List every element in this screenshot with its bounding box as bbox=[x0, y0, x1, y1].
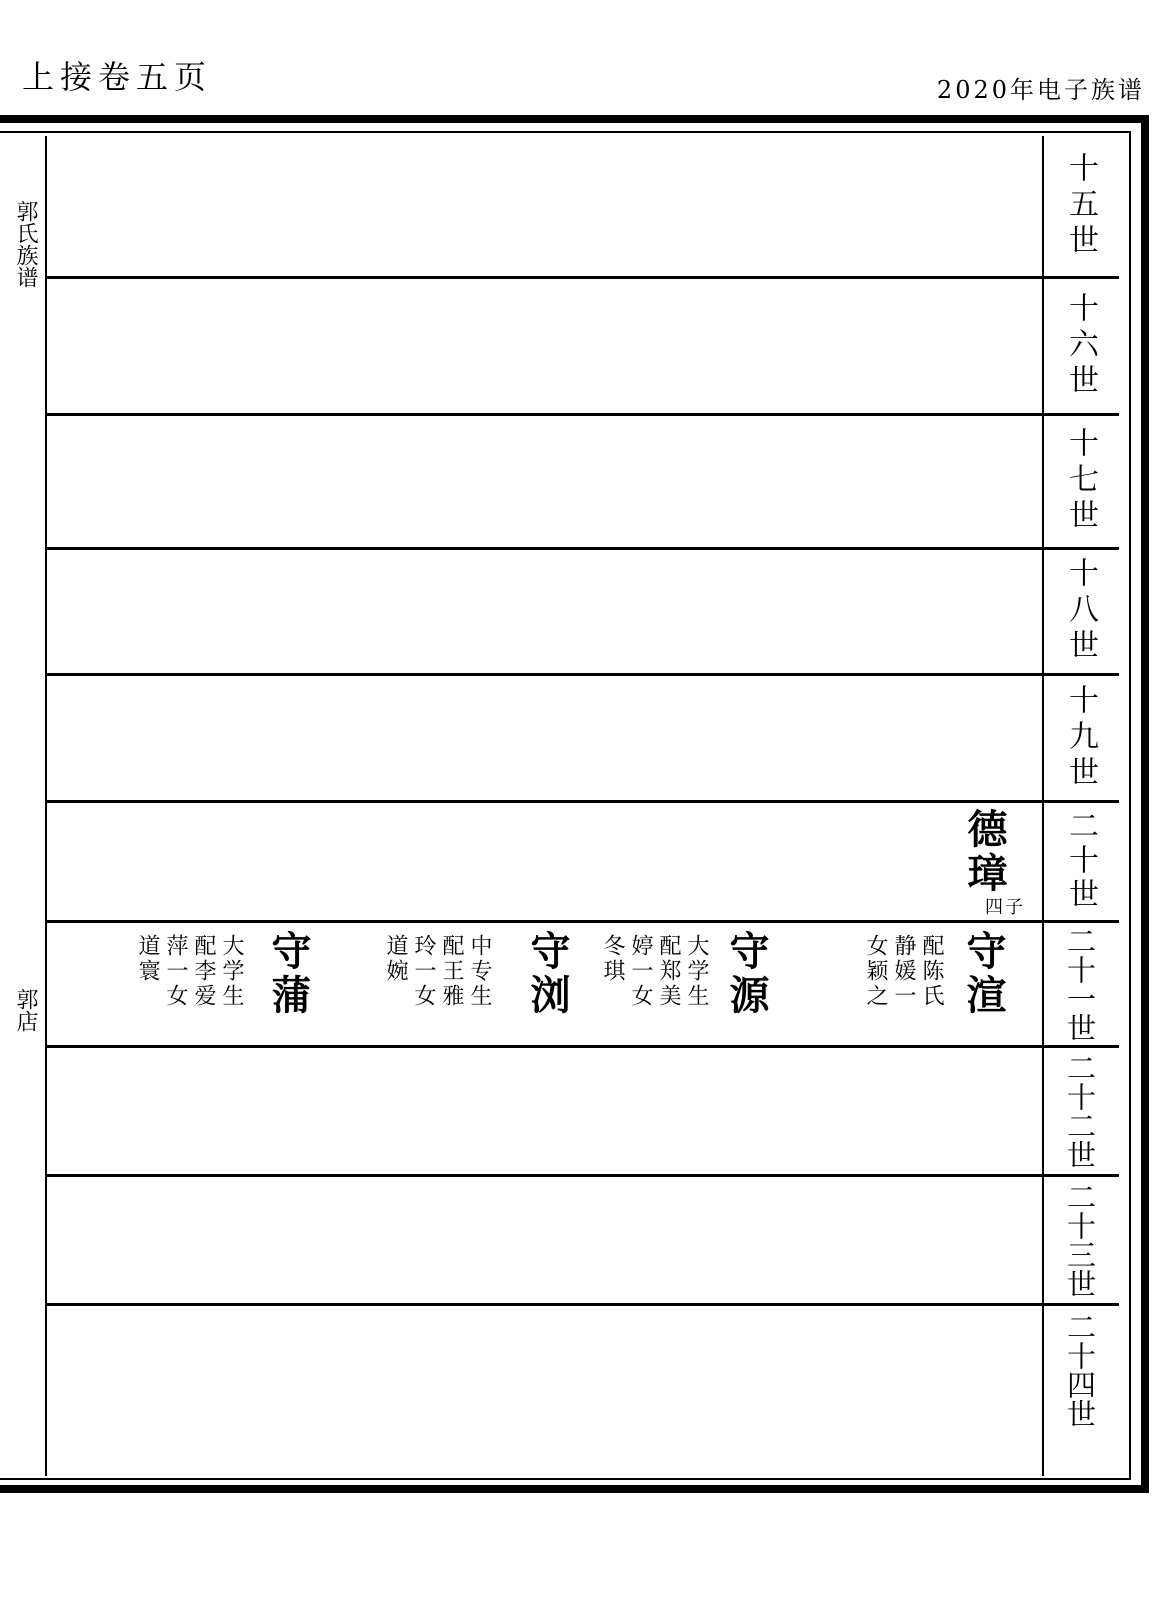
person-note: 玲一女 bbox=[411, 934, 436, 1009]
row-divider bbox=[45, 413, 1119, 416]
generation-label: 二十三世 bbox=[1063, 1181, 1097, 1298]
person-name: 守浏 bbox=[524, 930, 571, 1018]
generation-label: 十七世 bbox=[1063, 427, 1098, 535]
inner-border bbox=[0, 131, 1131, 1480]
person-note: 女颖之 bbox=[863, 934, 888, 1009]
person-note: 大学生 bbox=[684, 934, 709, 1009]
spine-place: 郭店 bbox=[13, 988, 38, 1032]
spine-divider bbox=[45, 136, 47, 1476]
generation-label: 十八世 bbox=[1063, 557, 1098, 665]
person-note: 配王雅 bbox=[439, 934, 464, 1009]
person-note: 婷一女 bbox=[628, 934, 653, 1009]
person-note: 配李爱 bbox=[191, 934, 216, 1009]
person-name: 守渲 bbox=[960, 930, 1007, 1018]
generation-label: 二十四世 bbox=[1063, 1311, 1097, 1428]
generation-label: 二十世 bbox=[1063, 810, 1098, 912]
spine-title: 郭氏族谱 bbox=[13, 200, 38, 288]
person-note: 静媛一 bbox=[891, 934, 916, 1009]
person-note: 配陈氏 bbox=[919, 934, 944, 1009]
person-name: 德璋 bbox=[961, 808, 1008, 896]
person-note: 道婉 bbox=[383, 934, 408, 984]
row-divider bbox=[45, 673, 1119, 676]
row-divider bbox=[45, 800, 1119, 803]
person-note: 中专生 bbox=[467, 934, 492, 1009]
row-divider bbox=[45, 276, 1119, 279]
row-divider bbox=[45, 1303, 1119, 1306]
row-divider bbox=[45, 920, 1119, 923]
generation-label: 十六世 bbox=[1063, 292, 1098, 400]
person-note: 萍一女 bbox=[163, 934, 188, 1009]
generation-label: 十九世 bbox=[1063, 683, 1098, 792]
row-divider bbox=[45, 1174, 1119, 1177]
person-note: 配郑美 bbox=[656, 934, 681, 1009]
person-name: 守蒲 bbox=[265, 930, 312, 1018]
continuation-note: 上接卷五页 bbox=[22, 58, 213, 96]
generation-label: 二十二世 bbox=[1063, 1052, 1097, 1169]
person-note: 道寰 bbox=[135, 934, 160, 984]
generation-label: 二十一世 bbox=[1063, 925, 1097, 1042]
generation-label: 十五世 bbox=[1063, 152, 1098, 260]
person-note: 大学生 bbox=[219, 934, 244, 1009]
person-name: 守源 bbox=[723, 930, 770, 1018]
document-title: 2020年电子族谱 bbox=[936, 76, 1145, 104]
person-note: 四子 bbox=[985, 897, 1025, 918]
row-divider bbox=[45, 547, 1119, 550]
generation-column-divider bbox=[1042, 136, 1044, 1476]
person-note: 冬琪 bbox=[600, 934, 625, 984]
row-divider bbox=[45, 1045, 1119, 1048]
